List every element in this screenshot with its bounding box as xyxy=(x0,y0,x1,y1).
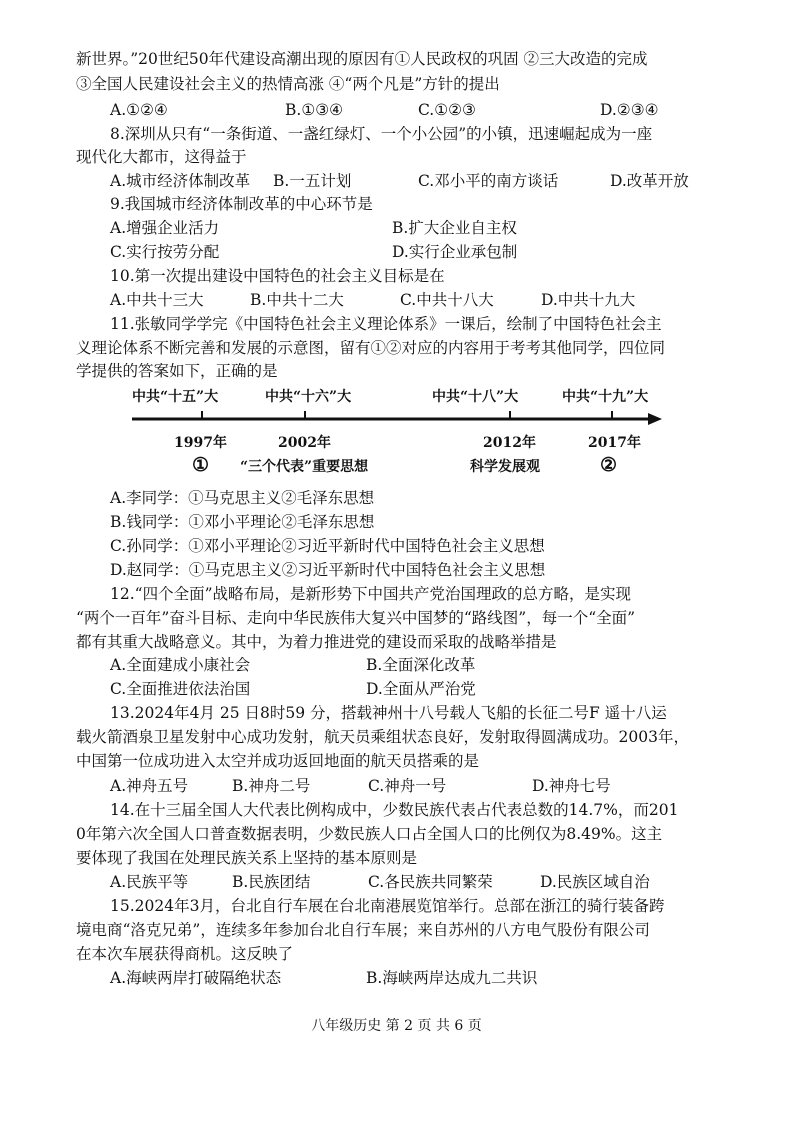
q10-option-b: B.中共十二大 xyxy=(250,291,344,309)
q11-stem-1: 11.张敏同学学完《中国特色社会主义理论体系》一课后，绘制了中国特色社会主 xyxy=(110,315,662,333)
q14-option-b: B.民族团结 xyxy=(232,873,311,891)
q11-stem-3: 学提供的答案如下，正确的是 xyxy=(76,362,278,380)
q10-option-a: A.中共十三大 xyxy=(110,291,204,309)
q15-stem-2: 境电商“洛克兄弟”，连续多年参加台北自行车展；来自苏州的八方电气股份有限公司 xyxy=(76,921,650,939)
q14-option-c: C.各民族共同繁荣 xyxy=(368,873,493,891)
q7-option-c: C.①②③ xyxy=(418,101,476,119)
q8-stem-1: 8.深圳从只有“一条街道、一盏红绿灯、一个小公园”的小镇，迅速崛起成为一座 xyxy=(110,125,653,143)
q13-option-a: A.神舟五号 xyxy=(110,777,189,795)
q15-stem-3: 在本次车展获得商机。这反映了 xyxy=(76,945,294,963)
q7-option-a: A.①②④ xyxy=(110,101,168,119)
timeline-blank-1: ① xyxy=(192,454,210,476)
q7-text-line-1: 新世界。”20世纪50年代建设高潮出现的原因有①人民政权的巩固 ②三大改造的完成 xyxy=(76,50,648,68)
q11-option-c: C.孙同学：①邓小平理论②习近平新时代中国特色社会主义思想 xyxy=(110,537,545,555)
q12-option-d: D.全面从严治党 xyxy=(366,680,476,698)
page-footer: 八年级历史 第 2 页 共 6 页 xyxy=(311,1018,482,1034)
q12-option-a: A.全面建成小康社会 xyxy=(110,656,251,674)
q11-option-a: A.李同学：①马克思主义②毛泽东思想 xyxy=(110,489,375,507)
timeline-axis xyxy=(130,408,665,428)
q13-stem-3: 中国第一位成功进入太空并成功返回地面的航天员搭乘的是 xyxy=(76,752,480,770)
q14-stem-3: 要体现了我国在处理民族关系上坚持的基本原则是 xyxy=(76,849,418,867)
q8-option-d: D.改革开放 xyxy=(610,172,689,190)
q15-stem-1: 15.2024年3月，台北自行车展在台北南港展览馆举行。总部在浙江的骑行装备跨 xyxy=(110,897,665,915)
q8-option-c: C.邓小平的南方谈话 xyxy=(418,172,559,190)
q8-option-b: B.一五计划 xyxy=(273,172,352,190)
q8-stem-2: 现代化大都市，这得益于 xyxy=(76,148,247,166)
q14-option-a: A.民族平等 xyxy=(110,873,189,891)
q15-option-a: A.海峡两岸打破隔绝状态 xyxy=(110,969,282,987)
q7-option-b: B.①③④ xyxy=(285,101,344,119)
q9-option-c: C.实行按劳分配 xyxy=(110,243,220,261)
timeline-year-2002: 2002年 xyxy=(278,435,331,451)
q12-option-c: C.全面推进依法治国 xyxy=(110,680,251,698)
q14-stem-2: 0年第六次全国人口普查数据表明，少数民族人口占全国人口的比例仅为8.49%。这主 xyxy=(76,825,663,843)
timeline-year-2012: 2012年 xyxy=(483,435,536,451)
q15-option-b: B.海峡两岸达成九二共识 xyxy=(366,969,538,987)
q11-option-d: D.赵同学：①马克思主义②习近平新时代中国特色社会主义思想 xyxy=(110,561,546,579)
timeline-year-2017: 2017年 xyxy=(588,435,641,451)
timeline-label-18th-congress: 中共“十八”大 xyxy=(432,389,519,405)
q7-text-line-2: ③全国人民建设社会主义的热情高涨 ④“两个凡是”方针的提出 xyxy=(76,75,500,93)
q9-option-b: B.扩大企业自主权 xyxy=(392,219,517,237)
q10-stem: 10.第一次提出建设中国特色的社会主义目标是在 xyxy=(110,267,445,285)
q13-option-b: B.神舟二号 xyxy=(232,777,311,795)
q11-option-b: B.钱同学：①邓小平理论②毛泽东思想 xyxy=(110,513,375,531)
q12-stem-3: 都有其重大战略意义。其中，为着力推进党的建设而采取的战略举措是 xyxy=(76,633,557,651)
q12-option-b: B.全面深化改革 xyxy=(366,656,476,674)
q9-stem: 9.我国城市经济体制改革的中心环节是 xyxy=(110,195,373,213)
q14-option-d: D.民族区域自治 xyxy=(540,873,650,891)
q11-stem-2: 义理论体系不断完善和发展的示意图，留有①②对应的内容用于考考其他同学，四位同 xyxy=(76,339,666,357)
q13-stem-1: 13.2024年4月 25 日8时59 分，搭载神州十八号载人飞船的长征二号F 遥十八运 xyxy=(110,704,667,722)
q12-stem-2: “两个一百年”奋斗目标、走向中华民族伟大复兴中国梦的“路线图”，每一个“全面” xyxy=(76,609,636,627)
timeline-three-represents: “三个代表”重要思想 xyxy=(240,459,369,475)
q14-stem-1: 14.在十三届全国人大代表比例构成中，少数民族代表占代表总数的14.7%，而201 xyxy=(110,801,679,819)
q9-option-d: D.实行企业承包制 xyxy=(392,243,518,261)
timeline-scientific-outlook: 科学发展观 xyxy=(470,459,540,475)
q8-option-a: A.城市经济体制改革 xyxy=(110,172,251,190)
timeline-year-1997: 1997年 xyxy=(174,435,227,451)
timeline-label-15th-congress: 中共“十五”大 xyxy=(132,389,219,405)
q13-option-d: D.神舟七号 xyxy=(532,777,611,795)
q13-option-c: C.神舟一号 xyxy=(368,777,447,795)
timeline-label-16th-congress: 中共“十六”大 xyxy=(265,389,352,405)
timeline-blank-2: ② xyxy=(600,454,618,476)
q13-stem-2: 载火箭酒泉卫星发射中心成功发射，航天员乘组状态良好，发射取得圆满成功。2003年， xyxy=(76,728,689,746)
q10-option-c: C.中共十八大 xyxy=(400,291,494,309)
timeline-label-19th-congress: 中共“十九”大 xyxy=(562,389,649,405)
q7-option-d: D.②③④ xyxy=(600,101,659,119)
q10-option-d: D.中共十九大 xyxy=(541,291,636,309)
q12-stem-1: 12.“四个全面”战略布局，是新形势下中国共产党治国理政的总方略，是实现 xyxy=(110,585,632,603)
q9-option-a: A.增强企业活力 xyxy=(110,219,220,237)
